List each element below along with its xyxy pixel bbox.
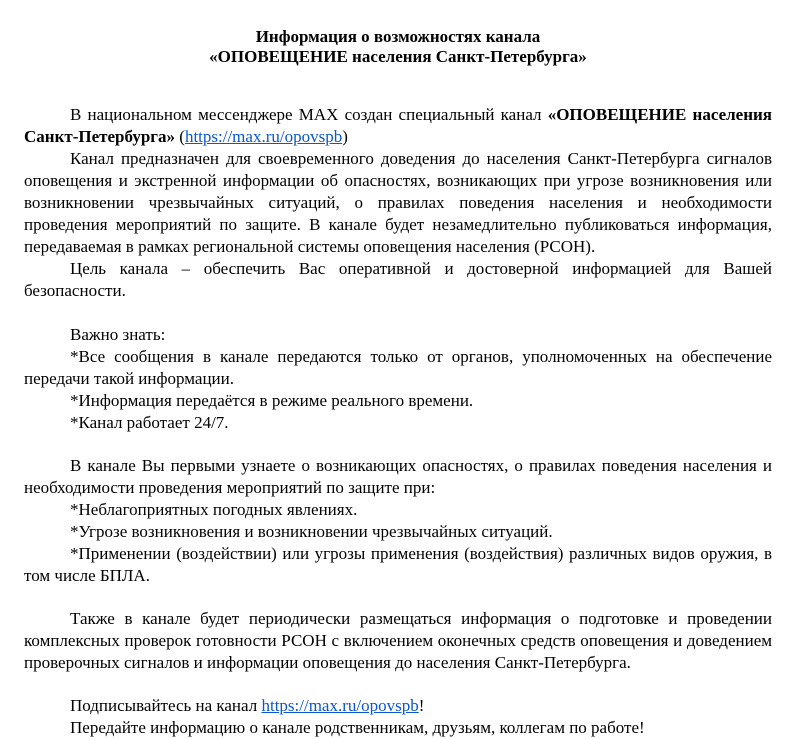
intro-close-paren: ) [342, 127, 348, 146]
learn-intro-paragraph: В канале Вы первыми узнаете о возникающих опасностях, о правилах поведения населения и необходимости проведения мероприятий по защите при: [24, 456, 772, 497]
learn-item: *Неблагоприятных погодных явлениях. [70, 500, 358, 519]
spacer [24, 302, 772, 324]
share-paragraph: Передайте информацию о канале родственникам, друзьям, коллегам по работе! [70, 718, 645, 737]
purpose-paragraph: Канал предназначен для своевременного доведения до населения Санкт-Петербурга сигналов оповещения и экстренной информации об опасностях, возникающих при угрозе возникновения или возникновении чрезвычайных ситуаций, о правилах поведения населения и необходимости проведения мероприятий по защите. В канале будет незамедлительно публиковаться информация, передаваемая в рамках региональной системы оповещения населения (РСОН). [24, 149, 772, 256]
important-heading: Важно знать: [70, 325, 166, 344]
channel-name: «ОПОВЕЩЕНИЕ населения Санкт-Петербурга» [24, 105, 772, 146]
channel-link[interactable]: https://max.ru/opovspb [184, 127, 343, 146]
intro-prefix: В национальном мессенджере MAX создан специальный канал [70, 105, 548, 124]
doc-title-line2: «ОПОВЕЩЕНИЕ населения Санкт-Петербурга» [209, 47, 587, 66]
important-item: *Канал работает 24/7. [70, 413, 229, 432]
doc-title-line1: Информация о возможностях канала [255, 27, 541, 46]
goal-paragraph: Цель канала – обеспечить Вас оперативной и достоверной информацией для Вашей безопасности. [24, 259, 772, 300]
subscribe-suffix: ! [418, 696, 425, 715]
spacer [24, 434, 772, 455]
spacer [24, 67, 772, 104]
subscribe-link[interactable]: https://max.ru/opovspb [261, 696, 419, 715]
learn-item: *Применении (воздействии) или угрозы применения (воздействия) различных видов оружия, в том числе БПЛА. [24, 544, 772, 585]
checks-paragraph: Также в канале будет периодически размещаться информация о подготовке и проведении комплексных проверок готовности РСОН с включением оконечных средств оповещения и доведением проверочных сигналов и информации оповещения до населения Санкт-Петербурга. [24, 609, 772, 672]
subscribe-paragraph [24, 695, 772, 717]
subscribe-prefix: Подписывайтесь на канал [70, 696, 262, 715]
learn-item: *Угрозе возникновения и возникновении чрезвычайных ситуаций. [70, 522, 553, 541]
intro-paragraph [24, 104, 772, 148]
intro-open-paren: ( [175, 127, 185, 146]
important-item: *Все сообщения в канале передаются только от органов, уполномоченных на обеспечение передачи такой информации. [24, 347, 772, 388]
spacer [24, 587, 772, 608]
spacer [24, 674, 772, 695]
important-item: *Информация передаётся в режиме реального времени. [70, 391, 474, 410]
